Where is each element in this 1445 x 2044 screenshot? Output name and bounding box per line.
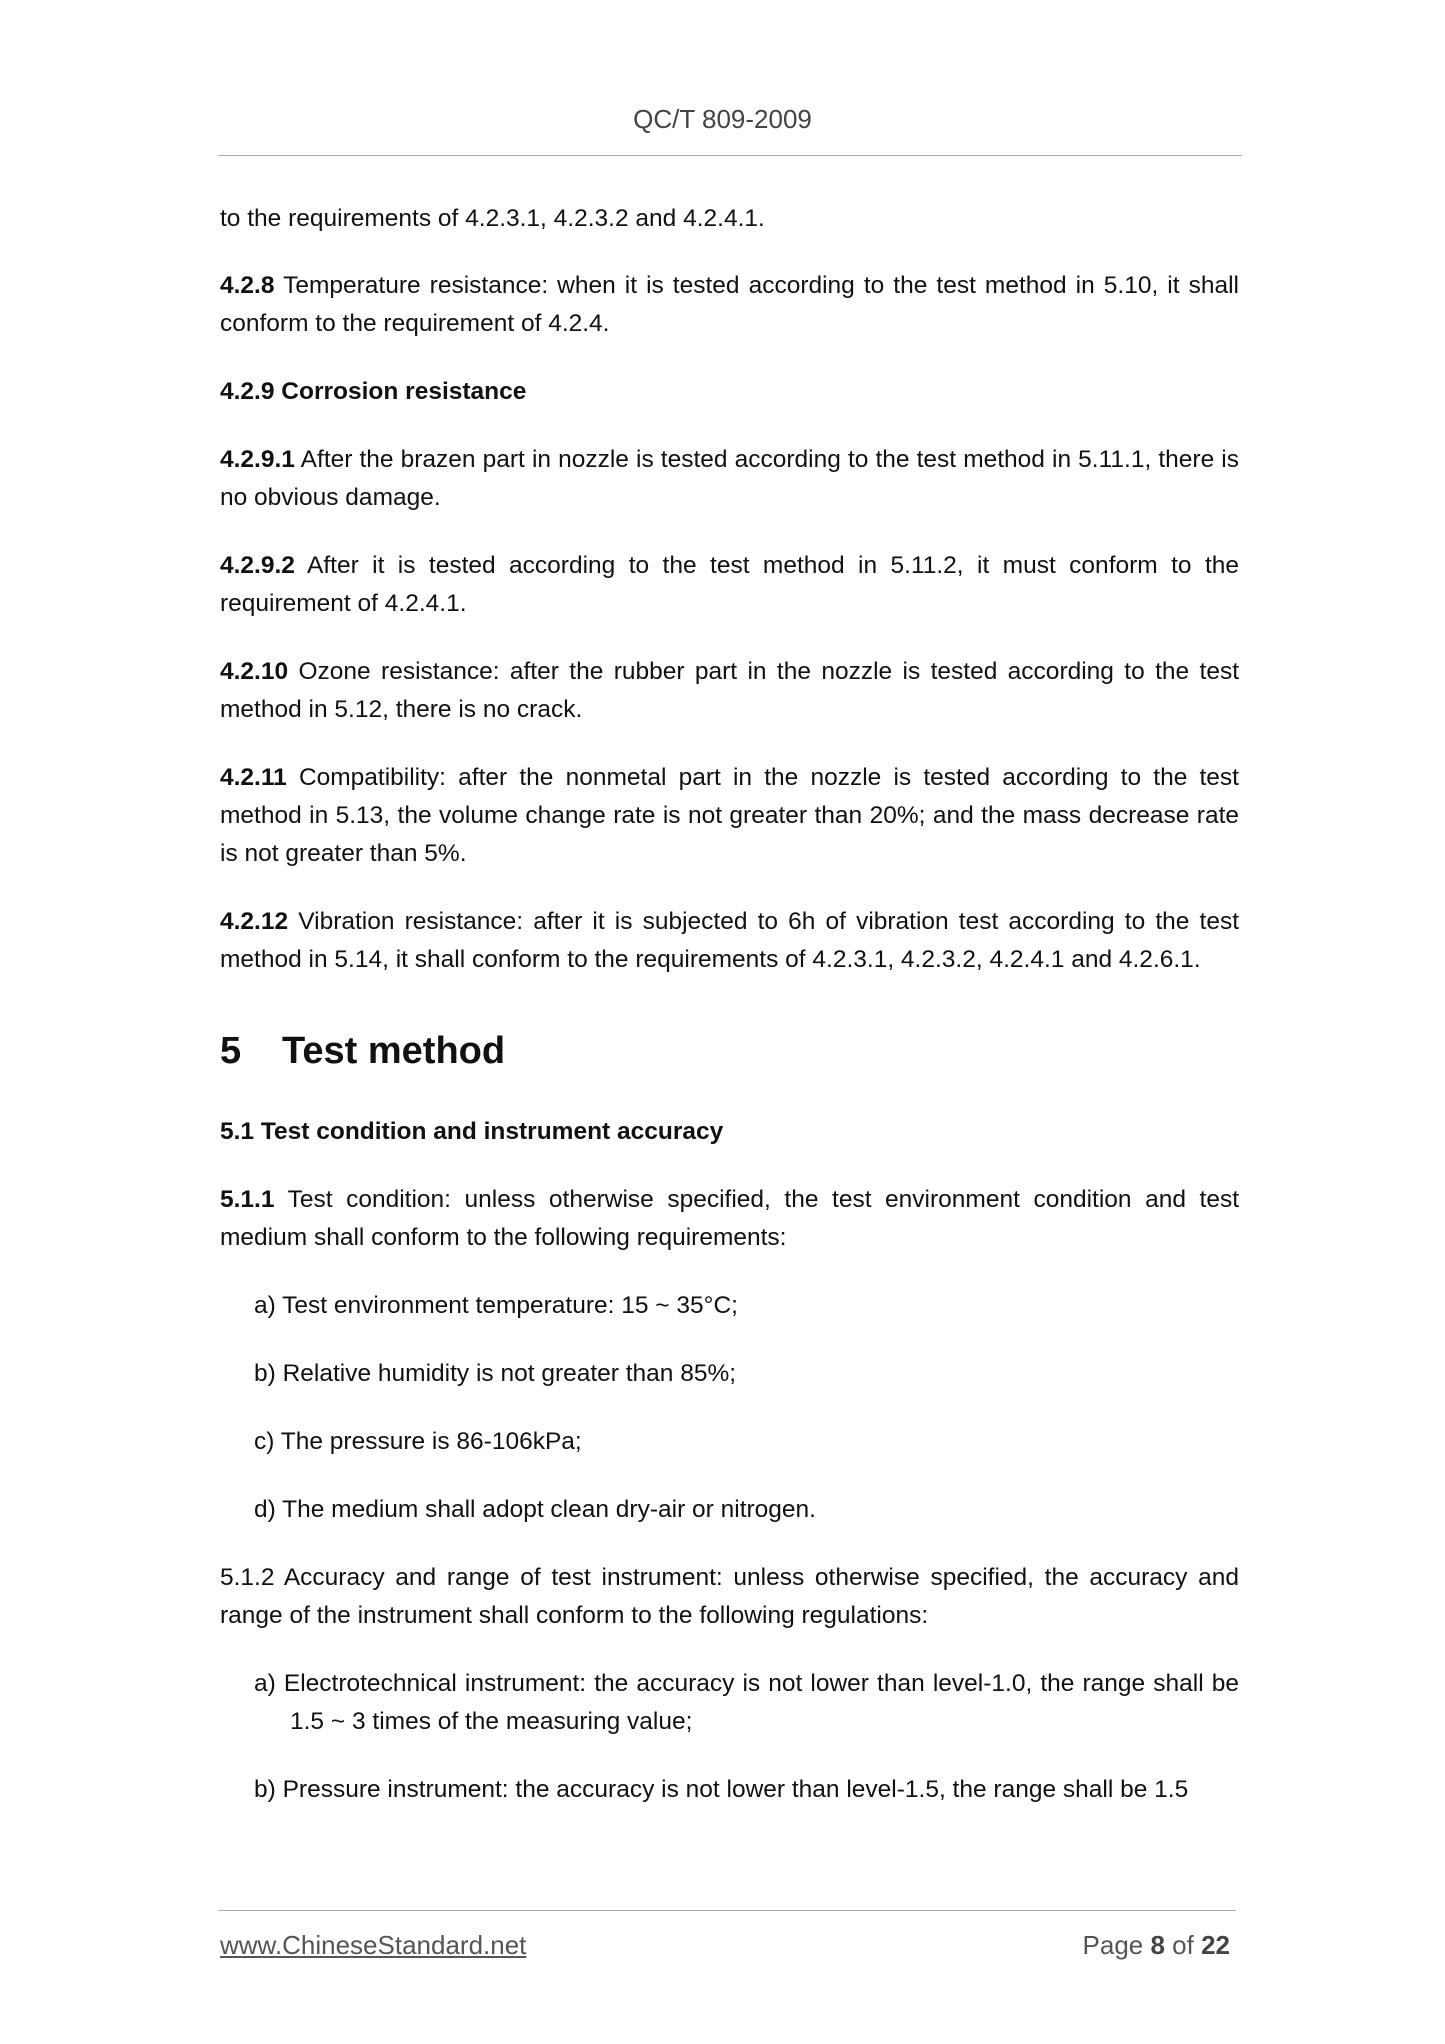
- clause-number: 4.2.9.2: [220, 552, 295, 579]
- clause-number: 4.2.10: [220, 658, 289, 685]
- page-indicator: [1083, 1930, 1230, 1961]
- page-number: 8: [1150, 1930, 1165, 1960]
- website-link[interactable]: www.ChineseStandard.net: [220, 1930, 527, 1960]
- header-rule: [218, 155, 1242, 156]
- paragraph-continuation: to the requirements of 4.2.3.1, 4.2.3.2 and 4.2.4.1.: [220, 205, 765, 232]
- clause-text: After it is tested according to the test method in 5.11.2, it must conform to the requirement of 4.2.4.1.: [220, 552, 1239, 617]
- clause-4-2-11: [220, 759, 1239, 873]
- document-header-title: QC/T 809-2009: [633, 104, 812, 134]
- clause-text: Compatibility: after the nonmetal part in the nozzle is tested according to the test method in 5.13, the volume change rate is not greater than 20%; and the mass decrease rate is not greater than 5%.: [220, 764, 1239, 867]
- clause-4-2-8: [220, 267, 1239, 343]
- clause-text: Test condition: unless otherwise specified, the test environment condition and test medium shall conform to the following requirements:: [220, 1186, 1239, 1251]
- page-prefix: Page: [1082, 1930, 1151, 1960]
- page-separator: of: [1164, 1930, 1202, 1960]
- list-item: a) Electrotechnical instrument: the accuracy is not lower than level-1.0, the range shall be 1.5 ~ 3 times of the measuring value;: [254, 1670, 1239, 1735]
- clause-text: Temperature resistance: when it is tested according to the test method in 5.10, it shall conform to the requirement of 4.2.4.: [220, 272, 1239, 337]
- section-5-heading: [220, 1029, 1239, 1073]
- list-item: b) Relative humidity is not greater than 85%;: [254, 1360, 737, 1387]
- section-number: 5: [220, 1030, 242, 1072]
- clause-text: Ozone resistance: after the rubber part in the nozzle is tested according to the test method in 5.12, there is no crack.: [220, 658, 1239, 723]
- clause-5-1-1: [220, 1181, 1239, 1257]
- clause-number: 5.1.1: [220, 1186, 275, 1213]
- clause-text: Vibration resistance: after it is subjected to 6h of vibration test according to the test method in 5.14, it shall conform to the requirements of 4.2.3.1, 4.2.3.2, 4.2.4.1 and 4.2.6.1.: [220, 908, 1239, 973]
- clause-number: 4.2.11: [220, 764, 287, 791]
- clause-4-2-9-2: [220, 547, 1239, 623]
- clause-4-2-12: [220, 903, 1239, 979]
- list-item: a) Test environment temperature: 15 ~ 35°C;: [254, 1292, 738, 1319]
- section-title: Test method: [282, 1030, 506, 1072]
- clause-5-1-heading: 5.1 Test condition and instrument accuracy: [220, 1118, 724, 1145]
- clause-number: 4.2.8: [220, 272, 275, 299]
- clause-number: 4.2.9.1: [220, 446, 295, 473]
- clause-4-2-9-1: [220, 441, 1239, 517]
- document-body: [220, 200, 1239, 1839]
- clause-text: After the brazen part in nozzle is tested according to the test method in 5.11.1, there is no obvious damage.: [220, 446, 1239, 511]
- list-item: b) Pressure instrument: the accuracy is not lower than level-1.5, the range shall be 1.5: [254, 1776, 1189, 1803]
- clause-number: 4.2.12: [220, 908, 289, 935]
- footer-rule: [218, 1910, 1236, 1911]
- list-item: d) The medium shall adopt clean dry-air or nitrogen.: [254, 1496, 816, 1523]
- clause-4-2-10: [220, 653, 1239, 729]
- list-item: c) The pressure is 86-106kPa;: [254, 1428, 582, 1455]
- clause-5-1-2: 5.1.2 Accuracy and range of test instrument: unless otherwise specified, the accuracy and range of the instrument shall conform to the following regulations:: [220, 1564, 1239, 1629]
- clause-4-2-9-heading: 4.2.9 Corrosion resistance: [220, 378, 527, 405]
- page-total: 22: [1201, 1930, 1230, 1960]
